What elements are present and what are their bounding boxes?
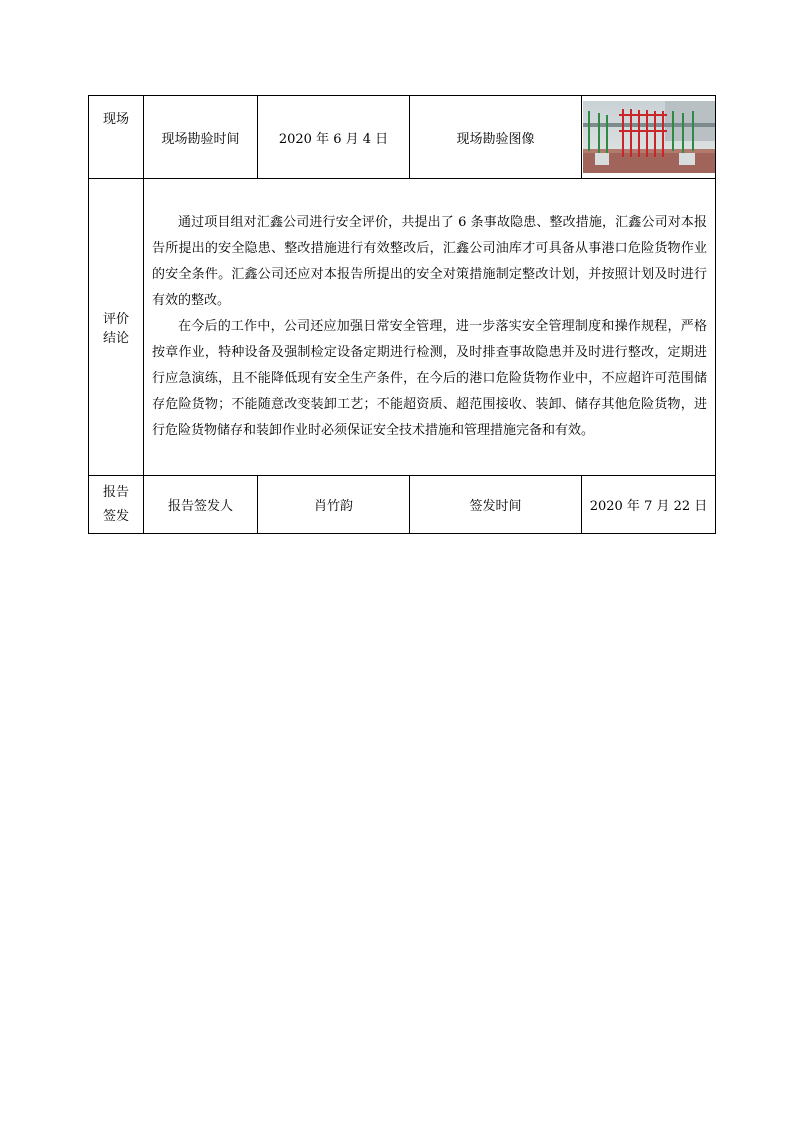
- signoff-label: [89, 476, 144, 534]
- conclusion-paragraph-1: 通过项目组对汇鑫公司进行安全评价，共提出了 6 条事故隐患、整改措施，汇鑫公司对本报告所提出的安全隐患、整改措施进行有效整改后，汇鑫公司油库才可具备从事港口危险货物作业的安全条件。汇鑫公司还应对本报告所提出的安全对策措施制定整改计划，并按照计划及时进行有效的整改。: [152, 215, 707, 308]
- conclusion-label-line1: 评价: [102, 312, 129, 327]
- site-inspection-photo: [583, 101, 715, 173]
- site-inspection-image-cell: [582, 96, 716, 179]
- site-inspection-time-label: 现场勘验时间: [144, 96, 258, 179]
- report-table: [88, 95, 716, 534]
- conclusion-text: [144, 179, 716, 476]
- signer-label: 报告签发人: [144, 476, 258, 534]
- conclusion-paragraph-2: 在今后的工作中，公司还应加强日常安全管理，进一步落实安全管理制度和操作规程，严格按章作业，特种设备及强制检定设备定期进行检测，及时排查事故隐患并及时进行整改，定期进行应急演练，且不能降低现有安全生产条件，在今后的港口危险货物作业中，不应超许可范围储存危险货物；不能随意改变装卸工艺；不能超资质、超范围接收、装卸、储存其他危险货物，进行危险货物储存和装卸作业时必须保证安全技术措施和管理措施完备和有效。: [152, 319, 707, 438]
- signer-name: 肖竹韵: [258, 476, 410, 534]
- site-photo-image: [583, 101, 715, 173]
- signoff-label-line2: 签发: [102, 508, 129, 524]
- signoff-date-label: 签发时间: [410, 476, 582, 534]
- signoff-date-value: 2020 年 7 月 22 日: [582, 476, 716, 534]
- conclusion-label-line2: 结论: [102, 331, 129, 346]
- site-inspection-image-label: 现场勘验图像: [410, 96, 582, 179]
- site-row: [89, 96, 716, 179]
- conclusion-label: [89, 179, 144, 476]
- site-label: 现场: [89, 96, 144, 179]
- site-inspection-time-value: 2020 年 6 月 4 日: [258, 96, 410, 179]
- signoff-label-line1: 报告: [102, 484, 129, 500]
- signoff-row: [89, 476, 716, 534]
- conclusion-row: [89, 179, 716, 476]
